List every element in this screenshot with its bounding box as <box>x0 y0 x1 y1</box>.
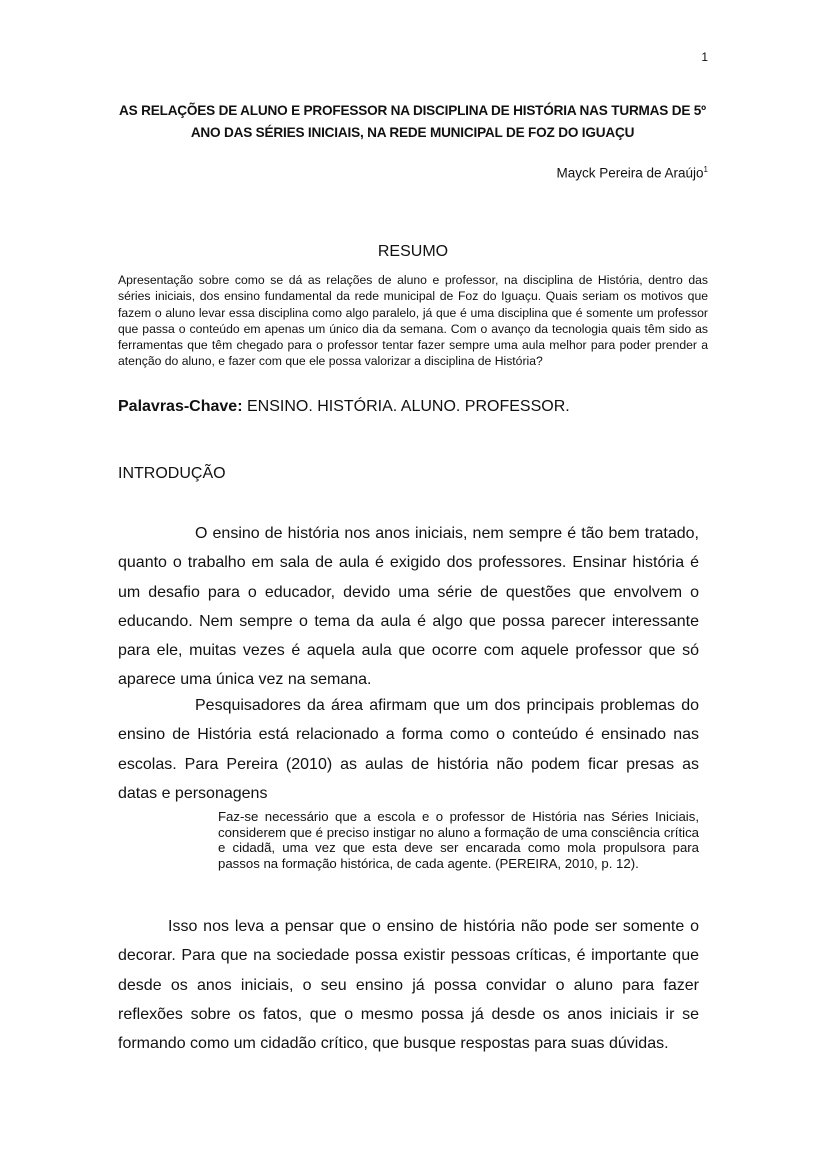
author-name: Mayck Pereira de Araújo <box>556 165 704 181</box>
introduction-paragraph-3: Isso nos leva a pensar que o ensino de história não pode ser somente o decorar. Para que na sociedade possa existir pessoas críticas, é importante que desde os anos iniciais, o seu ensino já possa convidar o aluno para fazer reflexões sobre os fatos, que o mesmo possa já desde os anos iniciais ir se formando como um cidadão crítico, que busque respostas para suas dúvidas. <box>118 918 699 1053</box>
block-quote: Faz-se necessário que a escola e o professor de História nas Séries Iniciais, considerem que é preciso instigar no aluno a formação de uma consciência crítica e cidadã, uma vez que esta deve ser encarada como mola propulsora para passos na formação histórica, de cada agente. (PEREIRA, 2010, p. 12). <box>218 809 699 871</box>
author-line <box>400 165 708 181</box>
document-title: AS RELAÇÕES DE ALUNO E PROFESSOR NA DISCIPLINA DE HISTÓRIA NAS TURMAS DE 5º ANO DAS SÉRIES INICIAIS, NA REDE MUNICIPAL DE FOZ DO IGUAÇU <box>119 103 706 140</box>
keywords-value: ENSINO. HISTÓRIA. ALUNO. PROFESSOR. <box>246 398 570 415</box>
introduction-paragraph-2: Pesquisadores da área afirmam que um dos principais problemas do ensino de História está relacionado a forma como o conteúdo é ensinado nas escolas. Para Pereira (2010) as aulas de história não podem ficar presas as datas e personagens <box>118 697 699 802</box>
abstract-heading: RESUMO <box>377 243 449 260</box>
keywords-label: Palavras-Chave: <box>118 398 243 415</box>
author-footnote-marker: 1 <box>703 165 708 174</box>
introduction-paragraph-1: O ensino de história nos anos iniciais, nem sempre é tão bem tratado, quanto o trabalho em sala de aula é exigido dos professores. Ensinar história é um desafio para o educador, devido uma série de questões que envolvem o educando. Nem sempre o tema da aula é algo que possa parecer interessante para ele, muitas vezes é aquela aula que ocorre com aquele professor que só aparece uma única vez na semana. <box>118 525 699 689</box>
introduction-heading: INTRODUÇÃO <box>118 465 226 482</box>
keywords <box>118 398 708 416</box>
page-number: 1 <box>701 50 708 64</box>
abstract-text: Apresentação sobre como se dá as relações de aluno e professor, na disciplina de História, dentro das séries iniciais, dos ensino fundamental da rede municipal de Foz do Iguaçu. Quais seriam os motivos que fazem o aluno levar essa disciplina como algo paralelo, já que é uma disciplina que é somente um professor que passa o conteúdo em apenas um único dia da semana. Com o avanço da tecnologia quais têm sido as ferramentas que têm chegado para o professor tentar fazer sempre uma aula melhor para poder prender a atenção do aluno, e fazer com que ele possa valorizar a disciplina de História? <box>118 273 708 369</box>
